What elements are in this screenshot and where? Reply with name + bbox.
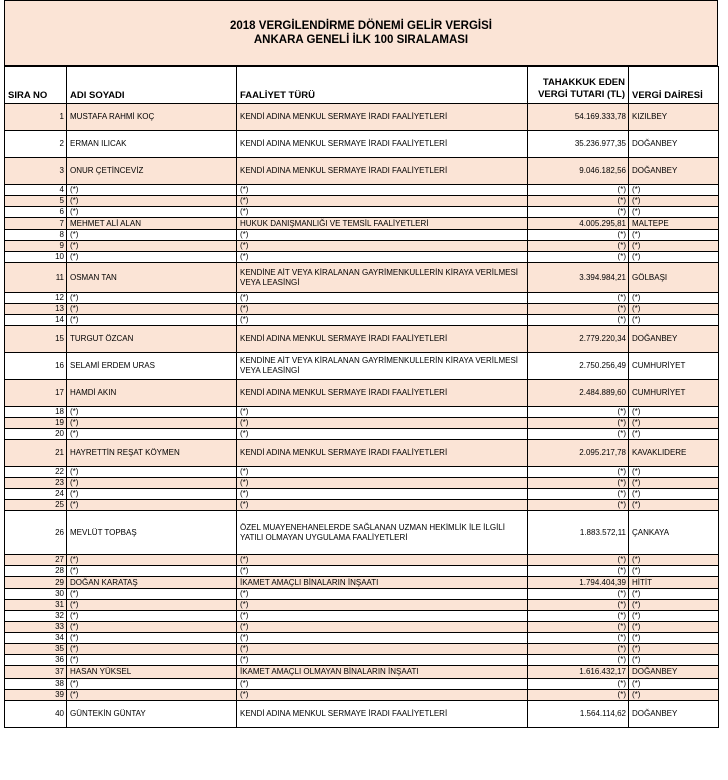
cell-amount: (*)	[528, 600, 629, 611]
cell-name: MEVLÜT TOPBAŞ	[67, 511, 237, 555]
cell-activity: (*)	[237, 622, 528, 633]
cell-amount: (*)	[528, 293, 629, 304]
cell-rank: 15	[5, 326, 67, 353]
table-row	[5, 666, 719, 679]
cell-office: KIZILBEY	[629, 104, 719, 131]
cell-activity: KENDİ ADINA MENKUL SERMAYE İRADI FAALİYETLERİ	[237, 131, 528, 158]
cell-name: (*)	[67, 500, 237, 511]
table-row	[5, 230, 719, 241]
table-body	[5, 104, 719, 728]
cell-amount: (*)	[528, 589, 629, 600]
header-amount-line1: TAHAKKUK EDEN	[542, 77, 625, 88]
cell-office: (*)	[629, 478, 719, 489]
table-row	[5, 315, 719, 326]
table-row	[5, 418, 719, 429]
cell-office: DOĞANBEY	[629, 701, 719, 728]
table-row	[5, 566, 719, 577]
cell-rank: 10	[5, 252, 67, 263]
cell-name: HAYRETTİN REŞAT KÖYMEN	[67, 440, 237, 467]
cell-office: (*)	[629, 252, 719, 263]
cell-amount: (*)	[528, 304, 629, 315]
cell-activity: (*)	[237, 611, 528, 622]
cell-name: OSMAN TAN	[67, 263, 237, 293]
cell-activity: KENDİNE AİT VEYA KİRALANAN GAYRİMENKULLERİN KİRAYA VERİLMESİ VEYA LEASİNGİ	[237, 353, 528, 380]
cell-office: (*)	[629, 690, 719, 701]
cell-name: ONUR ÇETİNCEVİZ	[67, 158, 237, 185]
header-name: ADI SOYADI	[67, 67, 237, 104]
cell-rank: 17	[5, 380, 67, 407]
cell-office: CUMHURİYET	[629, 380, 719, 407]
cell-amount: 35.236.977,35	[528, 131, 629, 158]
cell-office: (*)	[629, 241, 719, 252]
cell-amount: (*)	[528, 478, 629, 489]
cell-activity: (*)	[237, 555, 528, 566]
cell-rank: 7	[5, 218, 67, 230]
table-row	[5, 600, 719, 611]
cell-amount: (*)	[528, 679, 629, 690]
table-row	[5, 633, 719, 644]
cell-rank: 5	[5, 196, 67, 207]
cell-name: (*)	[67, 315, 237, 326]
cell-name: (*)	[67, 478, 237, 489]
cell-activity: (*)	[237, 644, 528, 655]
cell-rank: 32	[5, 611, 67, 622]
cell-office: (*)	[629, 500, 719, 511]
cell-amount: (*)	[528, 489, 629, 500]
cell-rank: 6	[5, 207, 67, 218]
cell-amount: (*)	[528, 252, 629, 263]
table-row	[5, 644, 719, 655]
cell-rank: 13	[5, 304, 67, 315]
cell-amount: (*)	[528, 230, 629, 241]
cell-activity: (*)	[237, 566, 528, 577]
cell-amount: (*)	[528, 196, 629, 207]
cell-amount: (*)	[528, 407, 629, 418]
table-row	[5, 293, 719, 304]
cell-office: (*)	[629, 230, 719, 241]
cell-rank: 33	[5, 622, 67, 633]
cell-rank: 14	[5, 315, 67, 326]
cell-rank: 2	[5, 131, 67, 158]
table-row	[5, 701, 719, 728]
cell-name: (*)	[67, 644, 237, 655]
cell-amount: 2.095.217,78	[528, 440, 629, 467]
cell-activity: (*)	[237, 252, 528, 263]
cell-name: HAMDİ AKIN	[67, 380, 237, 407]
cell-activity: İKAMET AMAÇLI OLMAYAN BİNALARIN İNŞAATI	[237, 666, 528, 679]
cell-rank: 16	[5, 353, 67, 380]
table-row	[5, 326, 719, 353]
cell-name: MEHMET ALİ ALAN	[67, 218, 237, 230]
cell-office: (*)	[629, 315, 719, 326]
header-row	[5, 67, 719, 104]
table-row	[5, 380, 719, 407]
cell-office: DOĞANBEY	[629, 326, 719, 353]
cell-rank: 20	[5, 429, 67, 440]
cell-activity: (*)	[237, 418, 528, 429]
cell-rank: 23	[5, 478, 67, 489]
cell-office: (*)	[629, 600, 719, 611]
cell-activity: (*)	[237, 679, 528, 690]
cell-office: CUMHURİYET	[629, 353, 719, 380]
cell-amount: (*)	[528, 644, 629, 655]
table-row	[5, 263, 719, 293]
table-row	[5, 353, 719, 380]
cell-name: (*)	[67, 566, 237, 577]
cell-rank: 21	[5, 440, 67, 467]
cell-name: (*)	[67, 407, 237, 418]
cell-rank: 26	[5, 511, 67, 555]
cell-rank: 4	[5, 185, 67, 196]
cell-name: (*)	[67, 185, 237, 196]
cell-activity: (*)	[237, 600, 528, 611]
cell-name: (*)	[67, 489, 237, 500]
cell-office: GÖLBAŞI	[629, 263, 719, 293]
cell-rank: 22	[5, 467, 67, 478]
table-row	[5, 304, 719, 315]
cell-office: (*)	[629, 611, 719, 622]
table-row	[5, 131, 719, 158]
cell-office: KAVAKLIDERE	[629, 440, 719, 467]
cell-office: (*)	[629, 589, 719, 600]
table-row	[5, 511, 719, 555]
cell-name: HASAN YÜKSEL	[67, 666, 237, 679]
cell-amount: (*)	[528, 500, 629, 511]
cell-activity: (*)	[237, 241, 528, 252]
cell-office: (*)	[629, 489, 719, 500]
cell-name: ERMAN ILICAK	[67, 131, 237, 158]
cell-office: (*)	[629, 418, 719, 429]
header-no: SIRA NO	[5, 67, 67, 104]
cell-activity: KENDİ ADINA MENKUL SERMAYE İRADI FAALİYETLERİ	[237, 104, 528, 131]
cell-activity: KENDİ ADINA MENKUL SERMAYE İRADI FAALİYETLERİ	[237, 326, 528, 353]
cell-amount: (*)	[528, 429, 629, 440]
cell-name: (*)	[67, 622, 237, 633]
cell-rank: 31	[5, 600, 67, 611]
cell-rank: 18	[5, 407, 67, 418]
cell-name: MUSTAFA RAHMİ KOÇ	[67, 104, 237, 131]
cell-name: (*)	[67, 690, 237, 701]
cell-rank: 3	[5, 158, 67, 185]
cell-name: (*)	[67, 304, 237, 315]
cell-office: DOĞANBEY	[629, 131, 719, 158]
cell-rank: 40	[5, 701, 67, 728]
cell-activity: HUKUK DANIŞMANLIĞI VE TEMSİL FAALİYETLERİ	[237, 218, 528, 230]
cell-name: (*)	[67, 418, 237, 429]
cell-name: GÜNTEKİN GÜNTAY	[67, 701, 237, 728]
cell-amount: 1.564.114,62	[528, 701, 629, 728]
cell-name: (*)	[67, 252, 237, 263]
cell-rank: 38	[5, 679, 67, 690]
cell-rank: 11	[5, 263, 67, 293]
cell-activity: (*)	[237, 293, 528, 304]
table-row	[5, 218, 719, 230]
table-row	[5, 500, 719, 511]
ranking-table	[4, 66, 719, 728]
cell-rank: 34	[5, 633, 67, 644]
cell-office: (*)	[629, 293, 719, 304]
cell-name: (*)	[67, 633, 237, 644]
cell-name: (*)	[67, 293, 237, 304]
cell-activity: (*)	[237, 467, 528, 478]
cell-rank: 28	[5, 566, 67, 577]
cell-name: (*)	[67, 207, 237, 218]
cell-amount: (*)	[528, 185, 629, 196]
cell-amount: (*)	[528, 555, 629, 566]
cell-activity: (*)	[237, 478, 528, 489]
cell-office: HİTİT	[629, 577, 719, 589]
cell-amount: (*)	[528, 207, 629, 218]
cell-rank: 39	[5, 690, 67, 701]
cell-activity: KENDİ ADINA MENKUL SERMAYE İRADI FAALİYETLERİ	[237, 440, 528, 467]
cell-name: TURGUT ÖZCAN	[67, 326, 237, 353]
cell-amount: 2.779.220,34	[528, 326, 629, 353]
cell-amount: (*)	[528, 622, 629, 633]
table-row	[5, 690, 719, 701]
table-row	[5, 467, 719, 478]
page-subtitle: ANKARA GENELİ İLK 100 SIRALAMASI	[253, 34, 469, 46]
table-row	[5, 252, 719, 263]
table-row	[5, 478, 719, 489]
cell-rank: 24	[5, 489, 67, 500]
cell-rank: 9	[5, 241, 67, 252]
cell-activity: (*)	[237, 489, 528, 500]
cell-activity: (*)	[237, 315, 528, 326]
table-row	[5, 655, 719, 666]
cell-office: (*)	[629, 633, 719, 644]
cell-amount: 1.616.432,17	[528, 666, 629, 679]
cell-office: ÇANKAYA	[629, 511, 719, 555]
cell-name: (*)	[67, 196, 237, 207]
cell-amount: 2.750.256,49	[528, 353, 629, 380]
cell-rank: 30	[5, 589, 67, 600]
cell-amount: 1.883.572,11	[528, 511, 629, 555]
cell-amount: (*)	[528, 690, 629, 701]
cell-rank: 12	[5, 293, 67, 304]
cell-name: (*)	[67, 655, 237, 666]
cell-office: (*)	[629, 304, 719, 315]
cell-activity: (*)	[237, 589, 528, 600]
cell-office: (*)	[629, 429, 719, 440]
cell-amount: 9.046.182,56	[528, 158, 629, 185]
cell-activity: (*)	[237, 690, 528, 701]
cell-office: (*)	[629, 679, 719, 690]
cell-activity: (*)	[237, 207, 528, 218]
cell-activity: (*)	[237, 185, 528, 196]
table-row	[5, 577, 719, 589]
cell-activity: (*)	[237, 429, 528, 440]
cell-rank: 37	[5, 666, 67, 679]
cell-rank: 27	[5, 555, 67, 566]
header-amount	[528, 67, 629, 104]
cell-name: (*)	[67, 589, 237, 600]
cell-activity: (*)	[237, 196, 528, 207]
cell-amount: (*)	[528, 611, 629, 622]
table-row	[5, 407, 719, 418]
cell-activity: KENDİNE AİT VEYA KİRALANAN GAYRİMENKULLERİN KİRAYA VERİLMESİ VEYA LEASİNGİ	[237, 263, 528, 293]
cell-rank: 29	[5, 577, 67, 589]
table-row	[5, 207, 719, 218]
cell-office: MALTEPE	[629, 218, 719, 230]
cell-rank: 8	[5, 230, 67, 241]
cell-amount: 3.394.984,21	[528, 263, 629, 293]
table-row	[5, 429, 719, 440]
cell-name: (*)	[67, 429, 237, 440]
cell-activity: ÖZEL MUAYENEHANELERDE SAĞLANAN UZMAN HEKİMLİK İLE İLGİLİ YATILI OLMAYAN UYGULAMA FAALİYETLERİ	[237, 511, 528, 555]
cell-rank: 25	[5, 500, 67, 511]
table-row	[5, 158, 719, 185]
cell-name: (*)	[67, 600, 237, 611]
cell-office: (*)	[629, 622, 719, 633]
cell-name: (*)	[67, 230, 237, 241]
table-row	[5, 185, 719, 196]
cell-amount: 2.484.889,60	[528, 380, 629, 407]
cell-office: (*)	[629, 467, 719, 478]
cell-activity: KENDİ ADINA MENKUL SERMAYE İRADI FAALİYETLERİ	[237, 380, 528, 407]
table-row	[5, 679, 719, 690]
cell-amount: (*)	[528, 315, 629, 326]
table-row	[5, 196, 719, 207]
cell-office: DOĞANBEY	[629, 666, 719, 679]
header-amount-line2: VERGİ TUTARI (TL)	[538, 89, 625, 100]
cell-name: (*)	[67, 467, 237, 478]
cell-amount: (*)	[528, 633, 629, 644]
cell-activity: (*)	[237, 655, 528, 666]
cell-activity: (*)	[237, 500, 528, 511]
header-office: VERGİ DAİRESİ	[629, 67, 719, 104]
cell-rank: 35	[5, 644, 67, 655]
cell-rank: 1	[5, 104, 67, 131]
cell-activity: KENDİ ADINA MENKUL SERMAYE İRADI FAALİYETLERİ	[237, 158, 528, 185]
table-row	[5, 611, 719, 622]
table-row	[5, 104, 719, 131]
cell-amount: (*)	[528, 241, 629, 252]
cell-amount: (*)	[528, 467, 629, 478]
cell-activity: (*)	[237, 633, 528, 644]
cell-rank: 36	[5, 655, 67, 666]
cell-activity: KENDİ ADINA MENKUL SERMAYE İRADI FAALİYETLERİ	[237, 701, 528, 728]
cell-activity: (*)	[237, 304, 528, 315]
cell-name: SELAMİ ERDEM URAS	[67, 353, 237, 380]
cell-office: (*)	[629, 644, 719, 655]
cell-office: (*)	[629, 185, 719, 196]
cell-office: DOĞANBEY	[629, 158, 719, 185]
cell-amount: (*)	[528, 418, 629, 429]
table-row	[5, 589, 719, 600]
page-title: 2018 VERGİLENDİRME DÖNEMİ GELİR VERGİSİ	[230, 20, 492, 32]
cell-office: (*)	[629, 555, 719, 566]
cell-office: (*)	[629, 196, 719, 207]
table-row	[5, 622, 719, 633]
cell-name: (*)	[67, 555, 237, 566]
cell-office: (*)	[629, 566, 719, 577]
table-row	[5, 489, 719, 500]
title-box	[4, 0, 718, 66]
cell-amount: (*)	[528, 566, 629, 577]
header-activity: FAALİYET TÜRÜ	[237, 67, 528, 104]
table-row	[5, 555, 719, 566]
cell-office: (*)	[629, 655, 719, 666]
cell-amount: 54.169.333,78	[528, 104, 629, 131]
cell-amount: (*)	[528, 655, 629, 666]
cell-activity: İKAMET AMAÇLI BİNALARIN İNŞAATI	[237, 577, 528, 589]
cell-office: (*)	[629, 207, 719, 218]
cell-amount: 4.005.295,81	[528, 218, 629, 230]
cell-name: (*)	[67, 679, 237, 690]
cell-name: (*)	[67, 241, 237, 252]
cell-name: (*)	[67, 611, 237, 622]
cell-rank: 19	[5, 418, 67, 429]
cell-office: (*)	[629, 407, 719, 418]
table-row	[5, 241, 719, 252]
cell-activity: (*)	[237, 230, 528, 241]
cell-activity: (*)	[237, 407, 528, 418]
table-row	[5, 440, 719, 467]
cell-amount: 1.794.404,39	[528, 577, 629, 589]
cell-name: DOĞAN KARATAŞ	[67, 577, 237, 589]
